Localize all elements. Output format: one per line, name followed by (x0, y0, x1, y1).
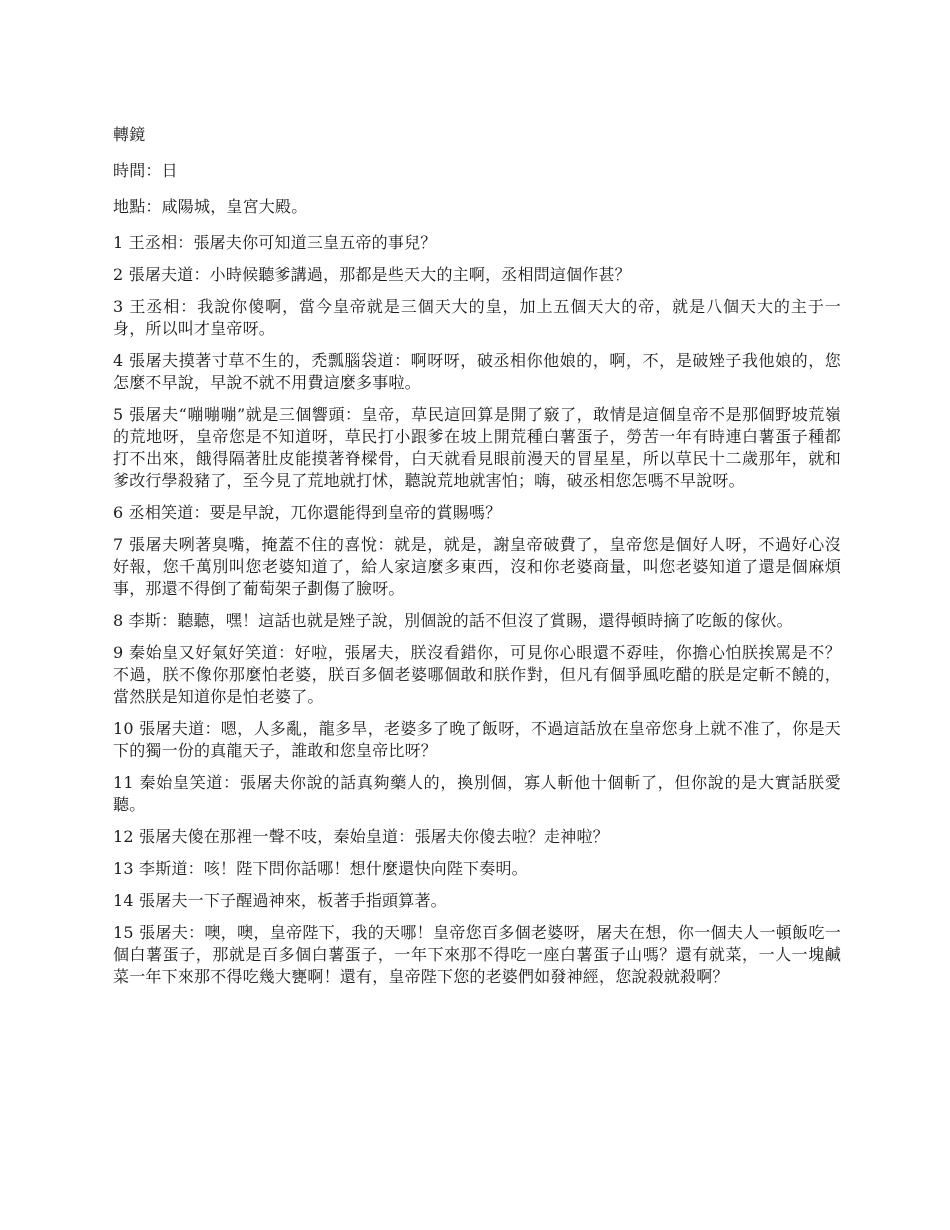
scene-location: 地點：咸陽城，皇宮大殿。 (113, 197, 308, 216)
dialogue-line: 10 張屠夫道：嗯，人多亂，龍多旱，老婆多了晚了飯呀，不過這話放在皇帝您身上就不准了，你是天下的獨一份的真龍天子，誰敢和您皇帝比呀？ (113, 719, 841, 760)
dialogue-line: 4 張屠夫摸著寸草不生的，禿瓢腦袋道：啊呀呀，破丞相你他娘的，啊，不，是破矬子我他娘的，您怎麼不早說，早說不就不用費這麼多事啦。 (113, 351, 841, 392)
dialogue-line: 12 張屠夫傻在那裡一聲不吱，秦始皇道：張屠夫你傻去啦？走神啦？ (113, 827, 609, 846)
dialogue-line: 11 秦始皇笑道：張屠夫你說的話真夠藥人的，換別個，寡人斬他十個斬了，但你說的是大實話朕愛聽。 (113, 773, 841, 814)
dialogue-line: 6 丞相笑道：要是早說，兀你還能得到皇帝的賞賜嗎？ (113, 503, 502, 522)
dialogue-line: 1 王丞相：張屠夫你可知道三皇五帝的事兒？ (113, 233, 437, 252)
dialogue-line: 8 李斯：聽聽，嘿！這話也就是矬子說，別個說的話不但沒了賞賜，還得頓時摘了吃飯的傢伙。 (113, 611, 793, 630)
dialogue-line: 14 張屠夫一下子醒過神來，板著手指頭算著。 (113, 891, 447, 910)
dialogue-line: 3 王丞相：我說你傻啊，當今皇帝就是三個天大的皇，加上五個天大的帝，就是八個天大的主于一身，所以叫才皇帝呀。 (113, 297, 841, 338)
dialogue-line: 5 張屠夫“嘣嘣嘣”就是三個響頭：皇帝，草民這回算是開了竅了，敢情是這個皇帝不是那個野坡荒嶺的荒地呀，皇帝您是不知道呀，草民打小跟爹在坡上開荒種白薯蛋子，勞苦一年有時連白薯蛋子種都打不出來，餓得隔著肚皮能摸著脊樑骨，白天就看見眼前漫天的冒星星，所以草民十二歲那年，就和爹改行學殺豬了，至今見了荒地就打怵，聽說荒地就害怕；嗨，破丞相您怎嗎不早說呀。 (113, 405, 841, 490)
dialogue-line: 7 張屠夫咧著臭嘴，掩蓋不住的喜悅：就是，就是，謝皇帝破費了，皇帝您是個好人呀，不過好心沒好報，您千萬別叫您老婆知道了，給人家這麼多東西，沒和你老婆商量，叫您老婆知道了還是個麻煩事，那還不得倒了葡萄架子劃傷了臉呀。 (113, 535, 841, 598)
dialogue-line: 2 張屠夫道：小時候聽爹講過，那都是些天大的主啊，丞相問這個作甚？ (113, 265, 631, 284)
scene-time: 時間：日 (113, 161, 178, 180)
scene-title: 轉鏡 (113, 125, 146, 144)
dialogue-line: 13 李斯道：咳！陛下問你話哪！想什麼還快向陛下奏明。 (113, 859, 528, 878)
dialogue-line: 9 秦始皇又好氣好笑道：好啦，張屠夫，朕沒看錯你，可見你心眼還不孬哇，你擔心怕朕挨罵是不？不過，朕不像你那麼怕老婆，朕百多個老婆哪個敢和朕作對，但凡有個爭風吃醋的朕是定斬不饒的，當然朕是知道你是怕老婆了。 (113, 643, 841, 706)
dialogue-line: 15 張屠夫：噢，噢，皇帝陛下，我的天哪！皇帝您百多個老婆呀，屠夫在想，你一個夫人一頓飯吃一個白薯蛋子，那就是百多個白薯蛋子，一年下來那不得吃一座白薯蛋子山嗎？還有就菜，一人一塊鹹菜一年下來那不得吃幾大甕啊！還有，皇帝陛下您的老婆們如發神經，您說殺就殺啊？ (113, 923, 841, 986)
document-page (113, 124, 841, 998)
